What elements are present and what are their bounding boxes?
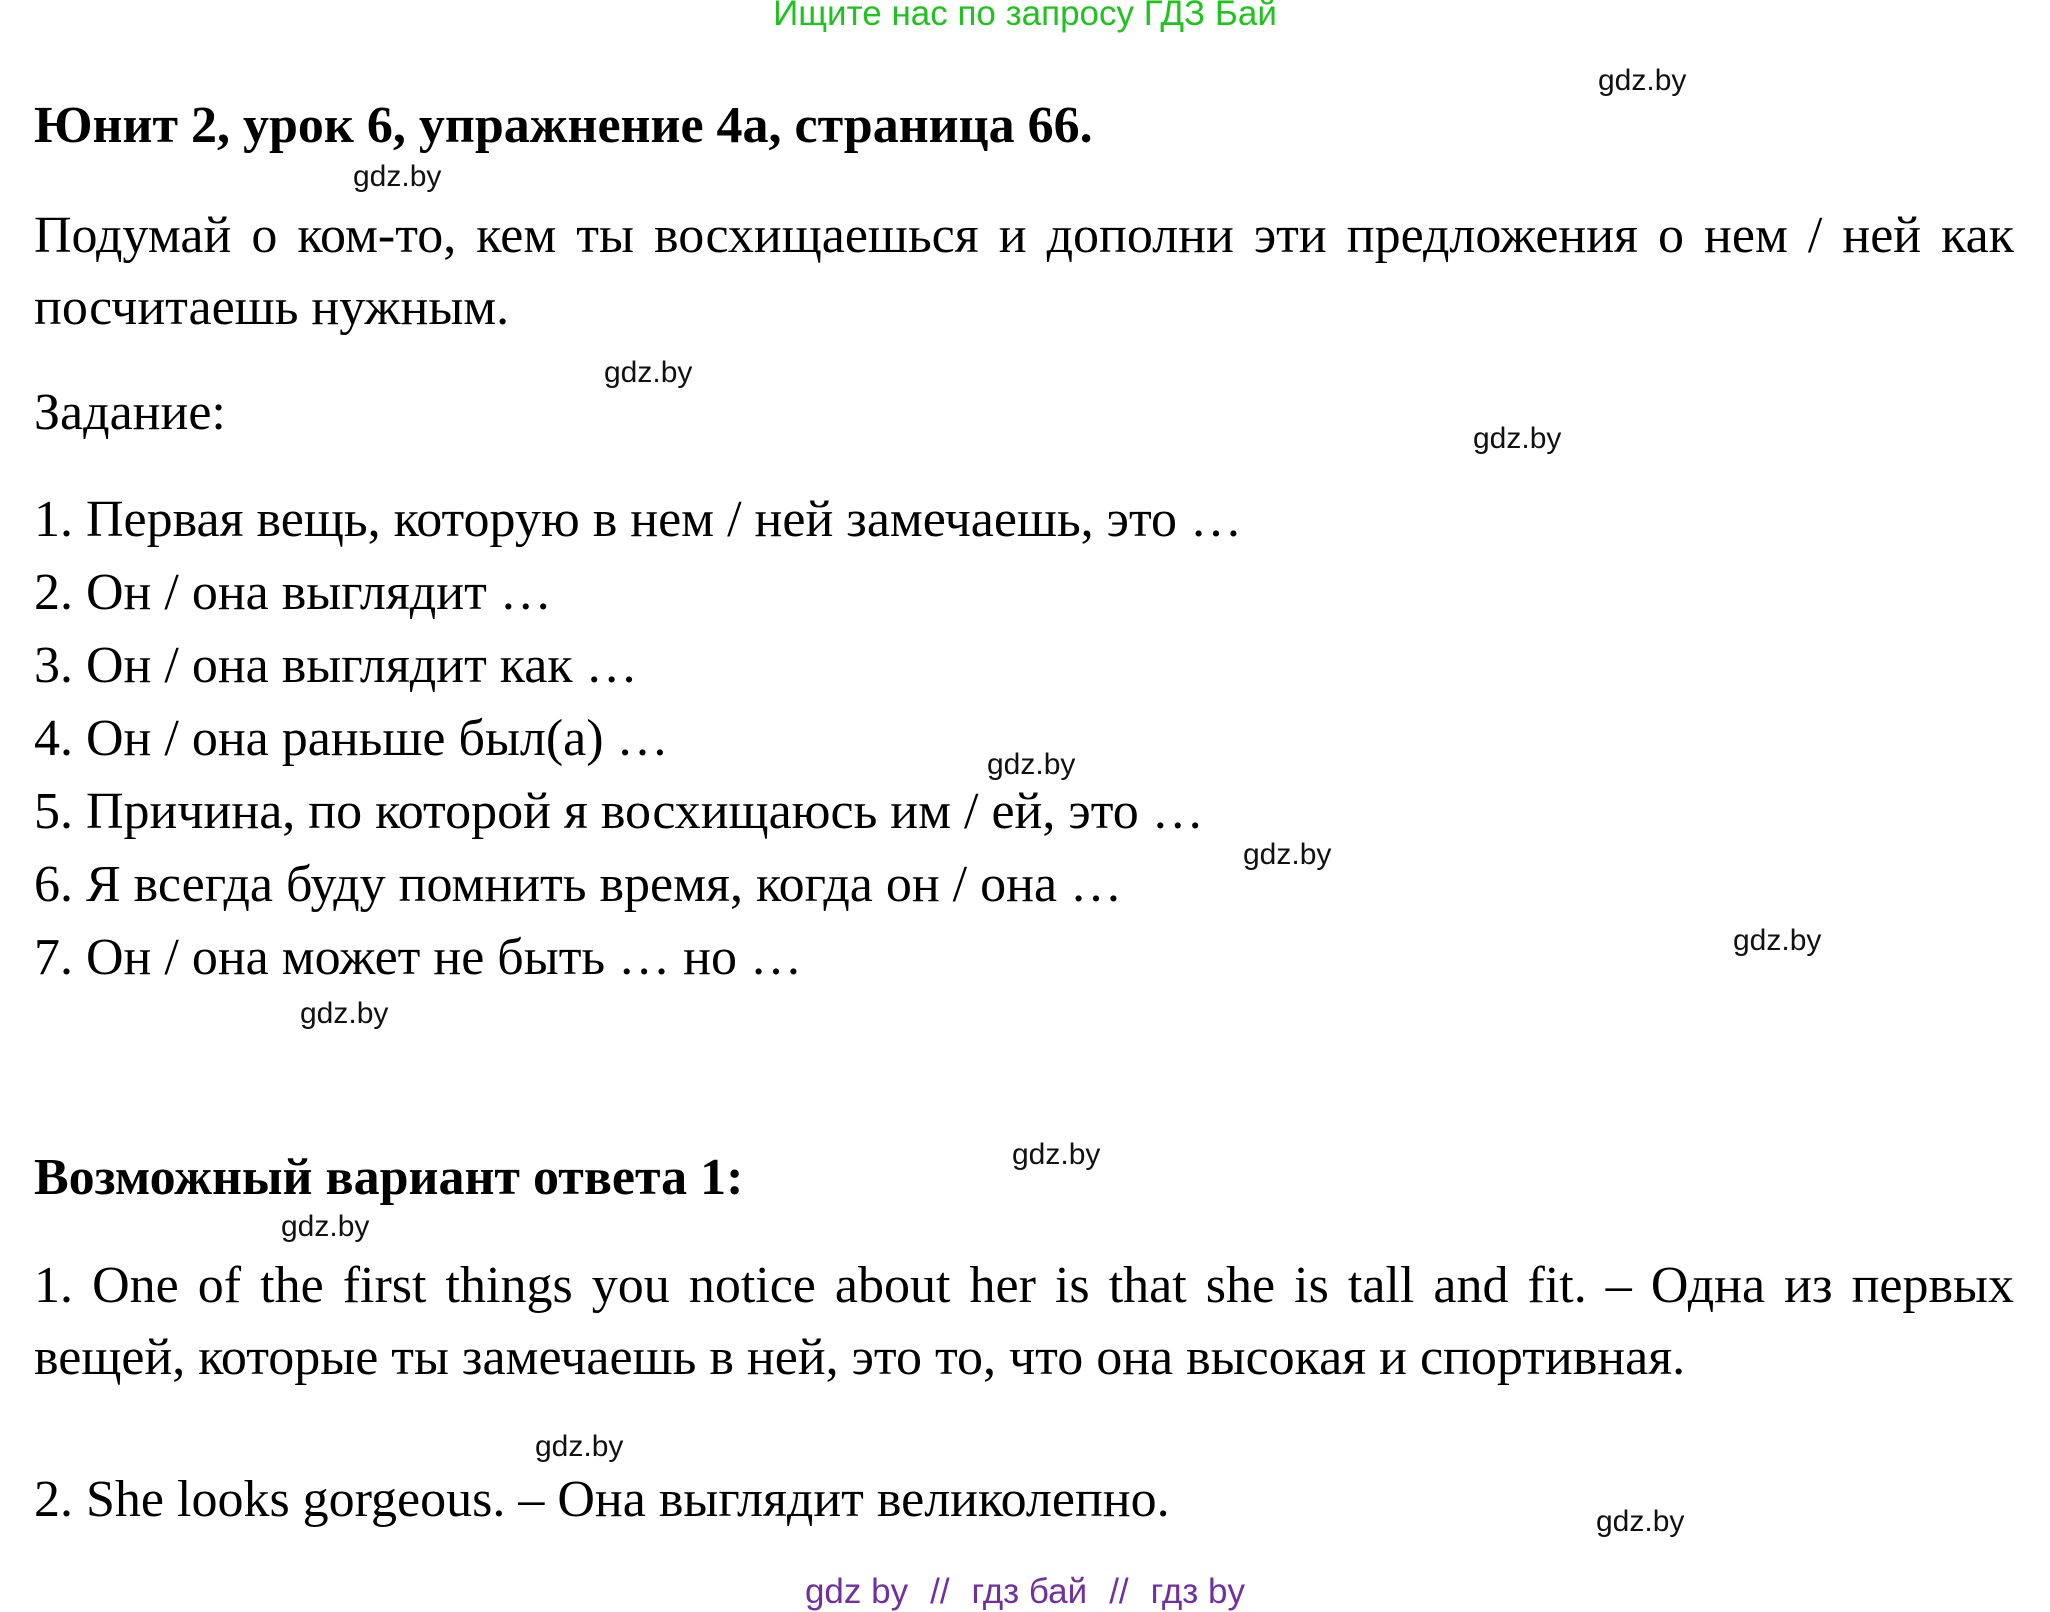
footer-link-gdz-by-ru[interactable]: гдз by (1150, 1572, 1246, 1611)
task-item-2: 2. Он / она выглядит … (34, 564, 552, 621)
watermark: gdz.by (1012, 1138, 1101, 1171)
watermark: gdz.by (300, 997, 389, 1030)
task-item-5: 5. Причина, по которой я восхищаюсь им / ей, это … (34, 783, 1204, 840)
watermark: gdz.by (353, 160, 442, 193)
watermark: gdz.by (281, 1210, 370, 1243)
watermark: gdz.by (1598, 64, 1687, 97)
watermark: gdz.by (1243, 838, 1332, 871)
answer-title: Возможный вариант ответа 1: (34, 1149, 744, 1206)
footer-link-gdz-by[interactable]: gdz by (804, 1572, 909, 1611)
watermark: gdz.by (1596, 1505, 1685, 1538)
top-banner: Ищите нас по запросу ГДЗ Бай (773, 0, 1277, 33)
task-item-1: 1. Первая вещь, которую в нем / ней замечаешь, это … (34, 491, 1243, 548)
footer-links (0, 1572, 2050, 1612)
answer-item-1: 1. One of the first things you notice about her is that she is tall and fit. – Одна из первых вещей, которые ты замечаешь в ней, это то, что она высокая и спортивная. (34, 1257, 2014, 1386)
task-item-4: 4. Он / она раньше был(а) … (34, 710, 669, 767)
watermark: gdz.by (604, 356, 693, 389)
instruction-text: Подумай о ком-то, кем ты восхищаешься и дополни эти предложения о нем / ней как посчитаешь нужным. (34, 207, 2014, 336)
task-item-7: 7. Он / она может не быть … но … (34, 929, 802, 986)
footer-separator: // (930, 1572, 950, 1611)
watermark: gdz.by (1473, 422, 1562, 455)
task-item-3: 3. Он / она выглядит как … (34, 637, 638, 694)
footer-separator: // (1109, 1572, 1129, 1611)
footer-link-gdz-bai[interactable]: гдз бай (971, 1572, 1088, 1611)
watermark: gdz.by (535, 1430, 624, 1463)
page-title: Юнит 2, урок 6, упражнение 4а, страница 66. (34, 97, 1093, 154)
answer-item-2: 2. She looks gorgeous. – Она выглядит великолепно. (34, 1471, 1170, 1528)
task-label: Задание: (34, 384, 226, 441)
task-item-6: 6. Я всегда буду помнить время, когда он / она … (34, 856, 1123, 913)
watermark: gdz.by (987, 748, 1076, 781)
watermark: gdz.by (1733, 924, 1822, 957)
